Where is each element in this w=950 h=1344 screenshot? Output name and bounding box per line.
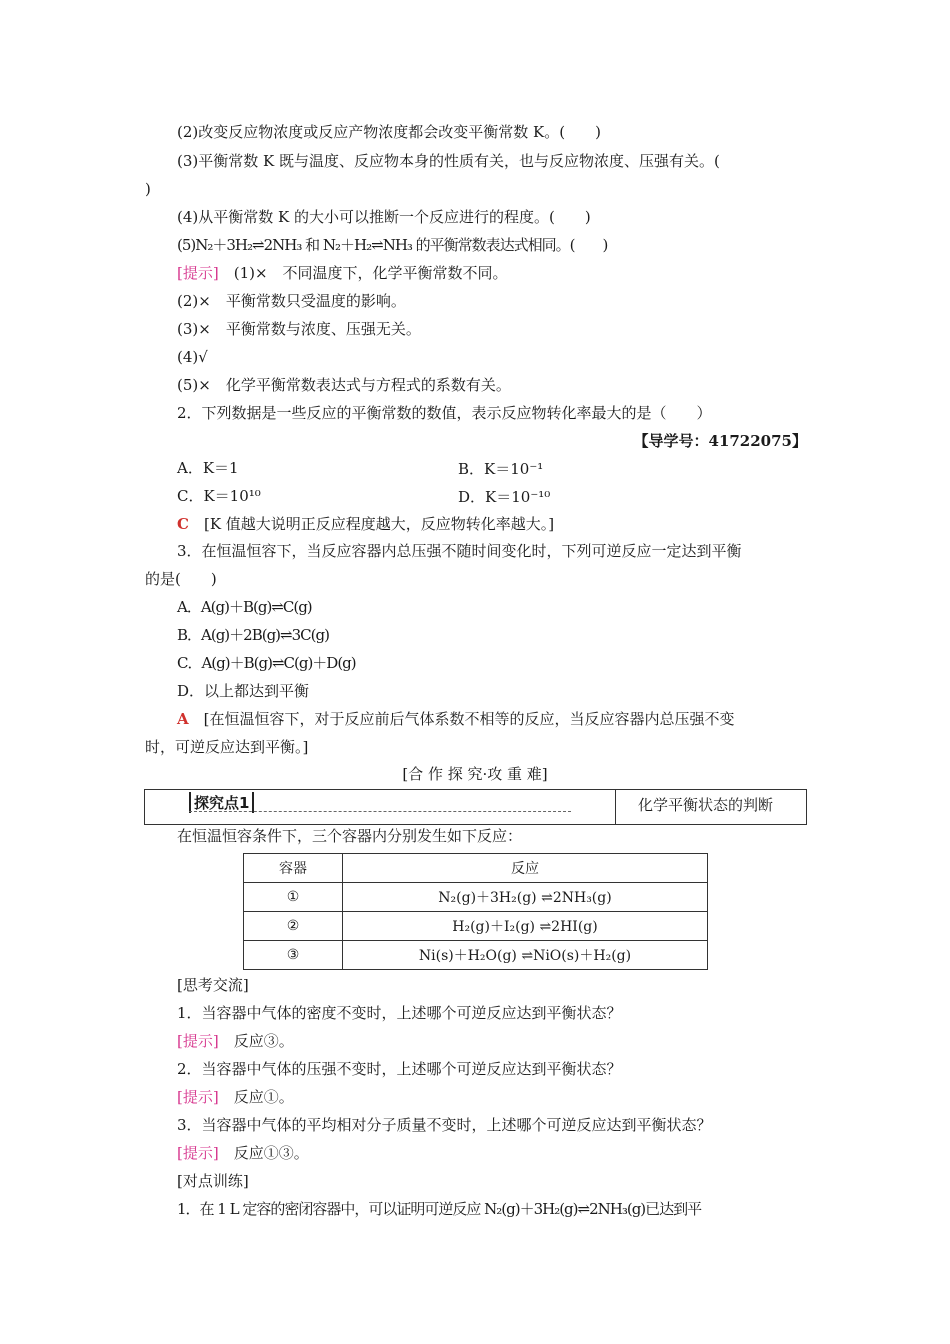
hint-line-2: (2)× 平衡常数只受温度的影响。 <box>177 292 406 310</box>
item-5-statement: (5)N₂＋3H₂⇌2NH₃ 和 N₂＋H₂⇌NH₃ 的平衡常数表达式相同。( ) <box>177 236 608 254</box>
hint-tag: [提示] <box>177 1088 219 1106</box>
question-2: 2．下列数据是一些反应的平衡常数的数值，表示反应物转化率最大的是（ ） <box>177 404 712 422</box>
train-heading: [对点训练] <box>177 1172 249 1190</box>
option-3a: A．A(g)＋B(g)⇌C(g) <box>177 598 312 616</box>
think-a3 <box>177 1143 309 1163</box>
reaction-table <box>243 853 708 970</box>
answer-2-letter: C <box>177 515 189 533</box>
table-cell-reaction: Ni(s)＋H₂O(g) ⇌NiO(s)＋H₂(g) <box>343 941 708 970</box>
table-cell-reaction: N₂(g)＋3H₂(g) ⇌2NH₃(g) <box>343 883 708 912</box>
hint-line-3: (3)× 平衡常数与浓度、压强无关。 <box>177 320 421 338</box>
hint-text: (1)× 不同温度下，化学平衡常数不同。 <box>218 264 508 282</box>
option-3d: D．以上都达到平衡 <box>177 682 310 700</box>
option-2b: B．K＝10⁻¹ <box>458 460 544 478</box>
think-heading: [思考交流] <box>177 976 249 994</box>
answer-2 <box>177 514 554 534</box>
hint-tag: [提示] <box>177 264 219 282</box>
hint-line-1 <box>177 263 508 283</box>
answer-3 <box>177 709 735 729</box>
explore-tag: 探究点1 <box>189 792 254 813</box>
think-q1: 1．当容器中气体的密度不变时，上述哪个可逆反应达到平衡状态？ <box>177 1004 622 1022</box>
think-a2-text: 反应①。 <box>218 1088 294 1106</box>
question-3-wrap: 的是( ) <box>145 570 217 588</box>
table-row <box>244 912 708 941</box>
hint-tag: [提示] <box>177 1144 219 1162</box>
table-header-row <box>244 854 708 883</box>
item-3-statement-wrap: ) <box>145 180 151 198</box>
section-heading: [合 作 探 究·攻 重 难] <box>402 765 548 783</box>
answer-3-wrap: 时，可逆反应达到平衡。] <box>145 738 309 756</box>
table-cell-container: ① <box>244 883 343 912</box>
option-3c: C．A(g)＋B(g)⇌C(g)＋D(g) <box>177 654 356 672</box>
item-2-statement: (2)改变反应物浓度或反应产物浓度都会改变平衡常数 K。( ) <box>177 123 601 141</box>
think-a1-text: 反应③。 <box>218 1032 294 1050</box>
item-3-statement: (3)平衡常数 K 既与温度、反应物本身的性质有关，也与反应物浓度、压强有关。( <box>177 152 720 170</box>
explore-topic: 化学平衡状态的判断 <box>638 796 774 814</box>
train-q1: 1．在 1 L 定容的密闭容器中，可以证明可逆反应 N₂(g)＋3H₂(g)⇌2NH₃(g)已达到平 <box>177 1200 702 1218</box>
guide-number: 【导学号：41722075】 <box>633 432 807 450</box>
option-2c: C．K＝10¹⁰ <box>177 487 261 505</box>
answer-3-text: [在恒温恒容下，对于反应前后气体系数不相等的反应，当反应容器内总压强不变 <box>203 710 735 728</box>
table-cell-container: ② <box>244 912 343 941</box>
intro-line: 在恒温恒容条件下，三个容器内分别发生如下反应： <box>177 827 523 845</box>
think-a2 <box>177 1087 294 1107</box>
think-q2: 2．当容器中气体的压强不变时，上述哪个可逆反应达到平衡状态？ <box>177 1060 622 1078</box>
table-header-container: 容器 <box>244 854 343 883</box>
explore-dash-line <box>189 811 571 812</box>
hint-line-5: (5)× 化学平衡常数表达式与方程式的系数有关。 <box>177 376 511 394</box>
option-2a: A．K＝1 <box>177 459 239 477</box>
think-q3: 3．当容器中气体的平均相对分子质量不变时，上述哪个可逆反应达到平衡状态？ <box>177 1116 712 1134</box>
option-2d: D．K＝10⁻¹⁰ <box>458 488 551 506</box>
explore-divider <box>615 790 616 824</box>
think-a3-text: 反应①③。 <box>218 1144 309 1162</box>
hint-line-4: (4)√ <box>177 348 208 366</box>
table-header-reaction: 反应 <box>343 854 708 883</box>
question-3: 3．在恒温恒容下，当反应容器内总压强不随时间变化时，下列可逆反应一定达到平衡 <box>177 542 742 560</box>
item-4-statement: (4)从平衡常数 K 的大小可以推断一个反应进行的程度。( ) <box>177 208 591 226</box>
option-3b: B．A(g)＋2B(g)⇌3C(g) <box>177 626 329 644</box>
hint-tag: [提示] <box>177 1032 219 1050</box>
answer-2-text: [K 值越大说明正反应程度越大，反应物转化率越大。] <box>203 515 555 533</box>
table-row <box>244 941 708 970</box>
answer-3-letter: A <box>177 710 189 728</box>
table-cell-reaction: H₂(g)＋I₂(g) ⇌2HI(g) <box>343 912 708 941</box>
think-a1 <box>177 1031 294 1051</box>
table-row <box>244 883 708 912</box>
table-cell-container: ③ <box>244 941 343 970</box>
explore-box <box>144 789 807 825</box>
